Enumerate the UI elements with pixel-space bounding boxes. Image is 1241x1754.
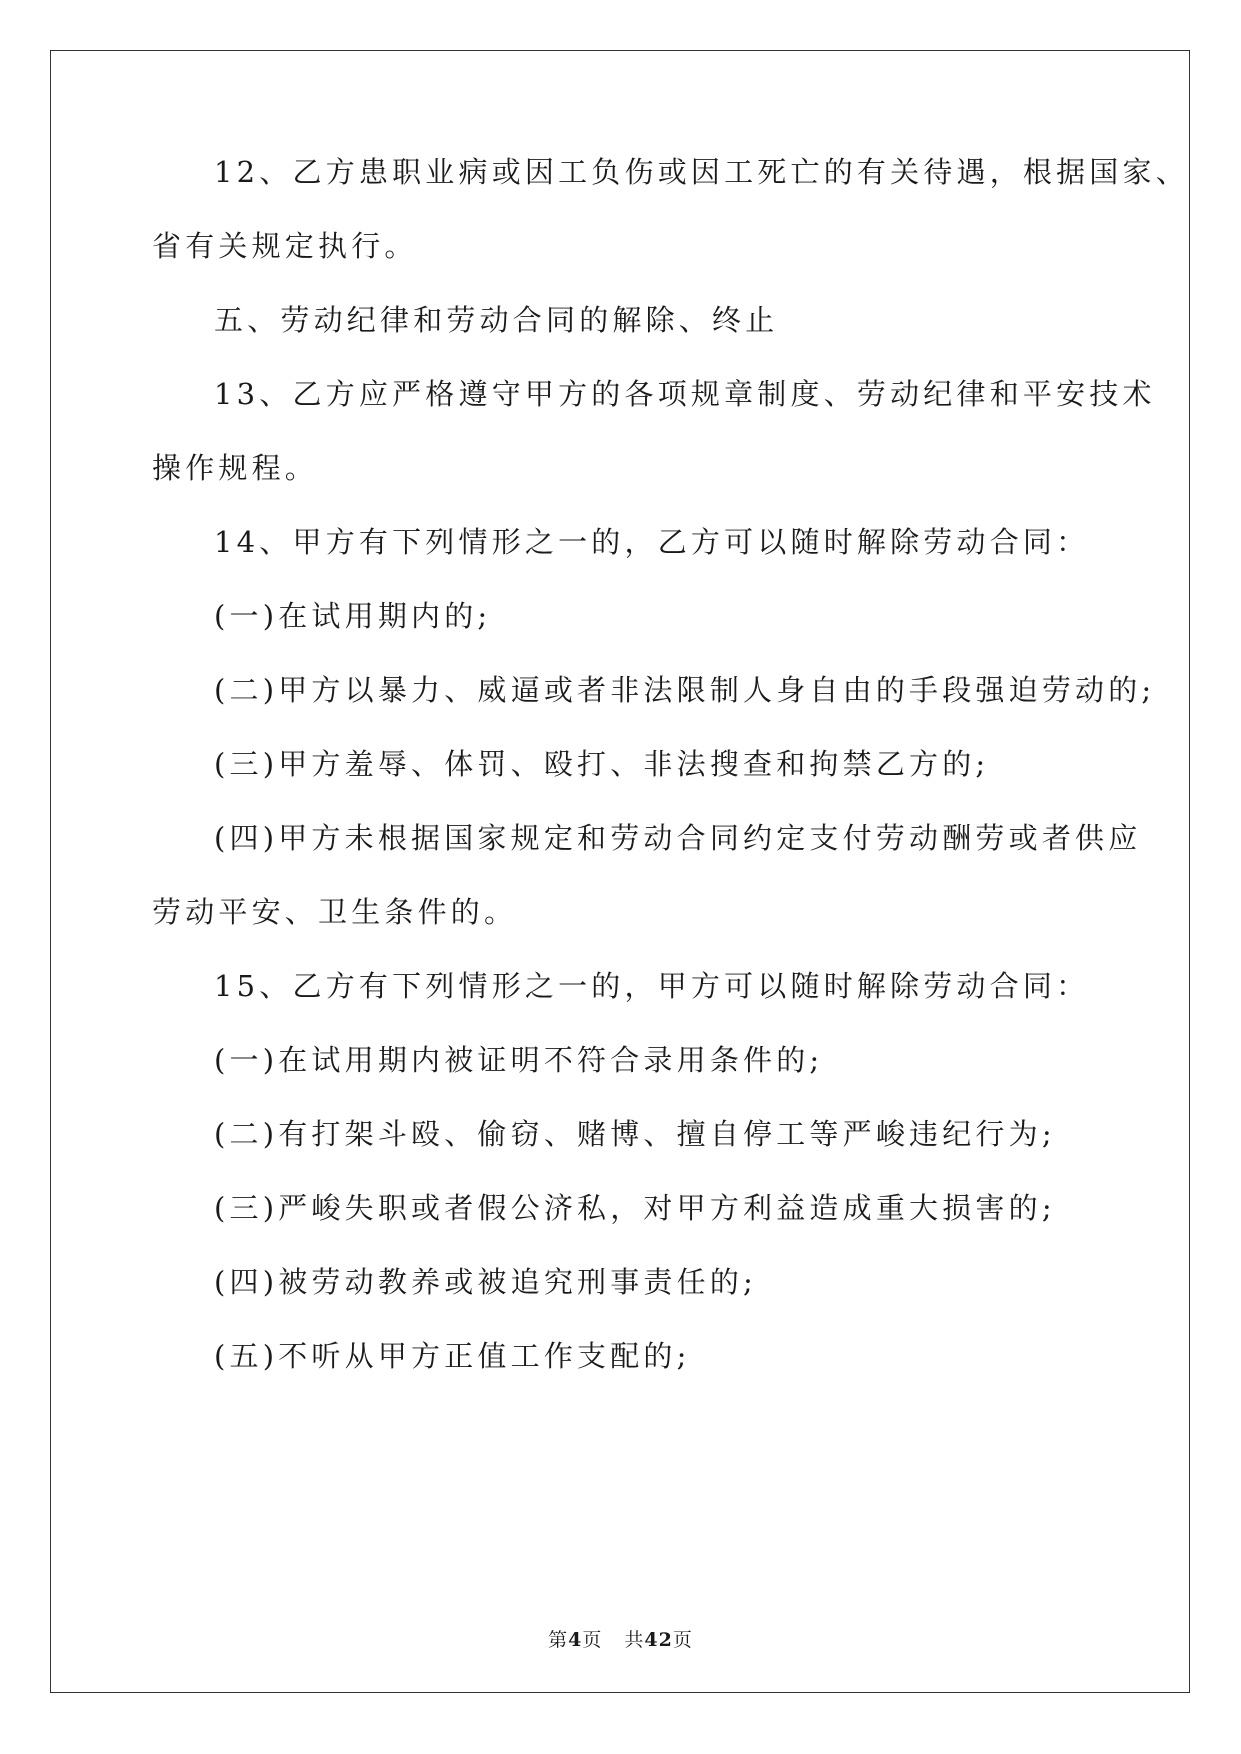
- paragraph-12-line-1: 12、乙方患职业病或因工负伤或因工死亡的有关待遇，根据国家、: [214, 155, 1189, 189]
- page-current-number: 4: [568, 1629, 583, 1651]
- total-suffix: 页: [672, 1629, 693, 1651]
- list-item-15-1: (一)在试用期内被证明不符合录用条件的;: [214, 1043, 824, 1077]
- paragraph-15: 15、乙方有下列情形之一的，甲方可以随时解除劳动合同：: [214, 969, 1090, 1003]
- list-item-15-2: (二)有打架斗殴、偷窃、赌博、擅自停工等严峻违纪行为;: [214, 1117, 1056, 1151]
- paragraph-14: 14、甲方有下列情形之一的，乙方可以随时解除劳动合同：: [214, 525, 1090, 559]
- total-prefix: 共: [624, 1629, 645, 1651]
- page-border: [50, 50, 1190, 1693]
- section-heading-5: 五、劳动纪律和劳动合同的解除、终止: [214, 303, 779, 337]
- list-item-14-3: (三)甲方羞辱、体罚、殴打、非法搜查和拘禁乙方的;: [214, 747, 990, 781]
- list-item-15-5: (五)不听从甲方正值工作支配的;: [214, 1339, 691, 1373]
- list-item-14-1: (一)在试用期内的;: [214, 599, 492, 633]
- list-item-15-3: (三)严峻失职或者假公济私，对甲方利益造成重大损害的;: [214, 1191, 1056, 1225]
- list-item-14-4-line-1: (四)甲方未根据国家规定和劳动合同约定支付劳动酬劳或者供应: [214, 821, 1142, 855]
- paragraph-12-line-2: 省有关规定执行。: [152, 229, 418, 263]
- page-total-number: 42: [644, 1629, 673, 1651]
- list-item-15-4: (四)被劳动教养或被追究刑事责任的;: [214, 1265, 757, 1299]
- paragraph-13-line-1: 13、乙方应严格遵守甲方的各项规章制度、劳动纪律和平安技术: [214, 377, 1156, 411]
- page-footer: [0, 1628, 1241, 1652]
- list-item-14-4-line-2: 劳动平安、卫生条件的。: [152, 895, 518, 929]
- page-prefix: 第: [548, 1629, 569, 1651]
- list-item-14-2: (二)甲方以暴力、威逼或者非法限制人身自由的手段强迫劳动的;: [214, 673, 1156, 707]
- paragraph-13-line-2: 操作规程。: [152, 451, 319, 485]
- page-suffix: 页: [582, 1629, 603, 1651]
